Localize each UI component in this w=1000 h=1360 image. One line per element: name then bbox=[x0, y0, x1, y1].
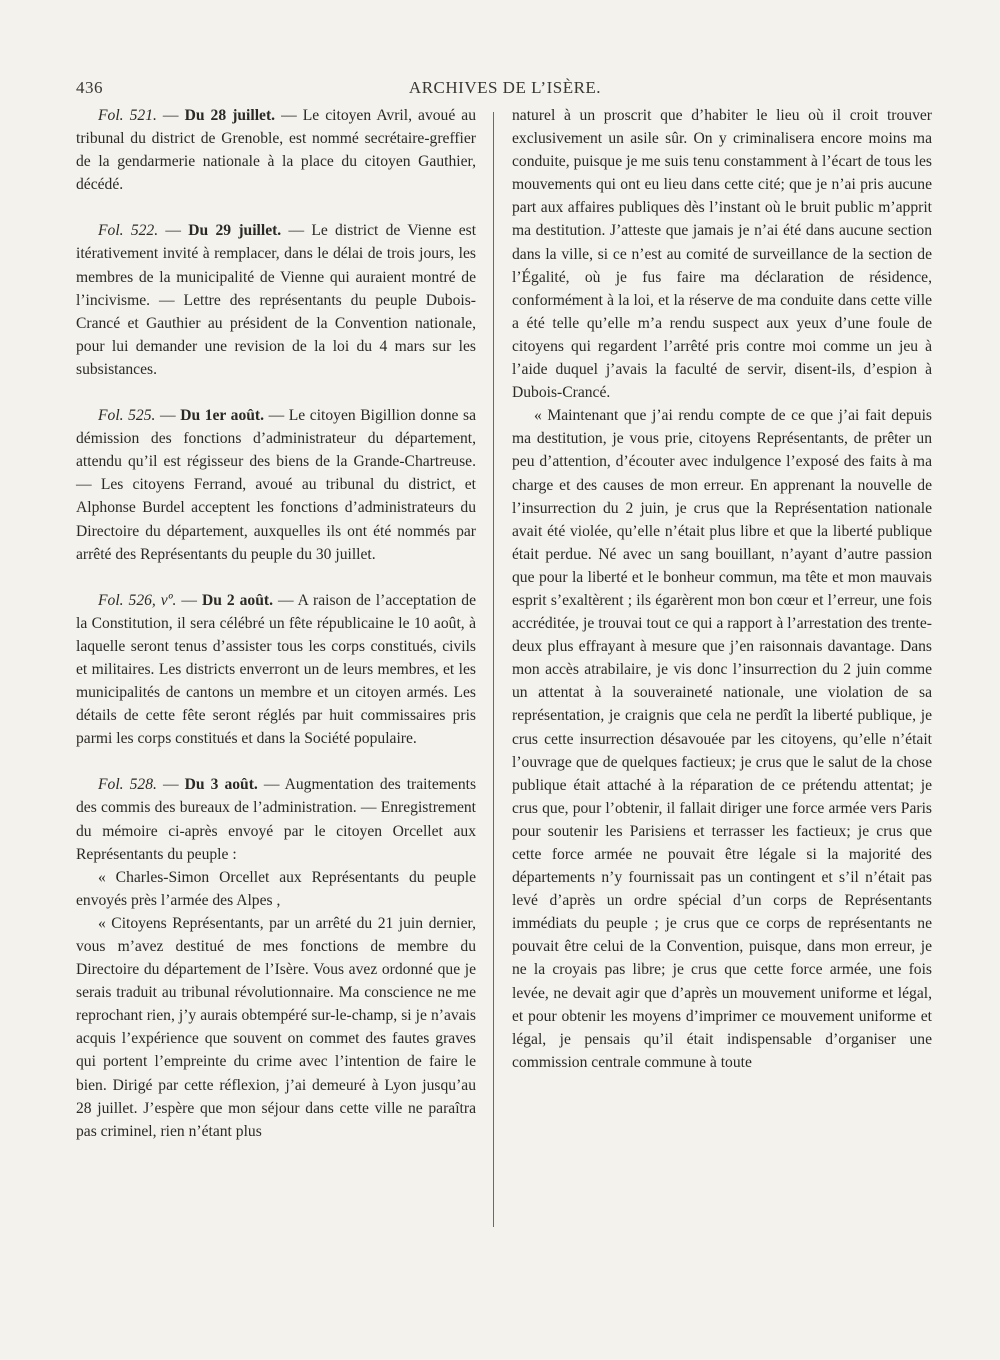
page-header bbox=[76, 78, 934, 104]
entry-text: — Augmentation des traitements des commis des bureaux de l’administration. — Enregistrement du mémoire ci-après envoyé par le citoyen Orcellet aux Représentants du peuple : bbox=[76, 776, 477, 863]
entry-text: — A raison de l’acceptation de la Constitution, il sera célébré un fête républicaine le 10 août, à laquelle seront tenus d’assister tous les corps constitués, civils et militaires. Les districts enverront un de leurs membres, et les municipalités de cantons un membre et un citoyen armés. Les détails de cette fête seront réglés par huit commissaires pris parmi les corps constitués et dans la Société populaire. bbox=[76, 591, 477, 748]
entry-date: Du 2 août. bbox=[201, 591, 273, 609]
column-divider bbox=[493, 112, 494, 1227]
separator: — bbox=[155, 407, 181, 425]
separator: — bbox=[158, 222, 189, 240]
left-column bbox=[76, 104, 476, 1143]
entry-date: Du 28 juillet. bbox=[184, 107, 276, 124]
folio-ref: Fol. 526, vº. bbox=[98, 591, 177, 609]
folio-ref: Fol. 521. bbox=[98, 107, 157, 124]
entry-date: Du 3 août. bbox=[184, 776, 258, 794]
separator: — bbox=[156, 776, 185, 794]
entry-text: — Le citoyen Avril, avoué au tribunal du district de Grenoble, est nommé secrétaire-greffier de la gendarmerie nationale à la place du citoyen Gauthier, décédé. bbox=[76, 107, 477, 194]
separator: — bbox=[176, 591, 202, 609]
running-title: ARCHIVES DE L’ISÈRE. bbox=[408, 78, 602, 97]
entry-fol-522 bbox=[76, 219, 476, 381]
memoir-address: « Charles-Simon Orcellet aux Représentants du peuple envoyés près l’armée des Alpes , bbox=[76, 868, 476, 909]
right-column bbox=[512, 104, 932, 1074]
memoir-paragraph: « Maintenant que j’ai rendu compte de ce que j’ai fait depuis ma destitution, je vous prie, citoyens Représentants, de prêter un peu d’attention, d’écouter avec indulgence l’exposé des faits à ma charge et des causes de mon erreur. En apprenant la nouvelle de l’insurrection du 2 juin, je crus que la Représentation nationale avait été violée, qu’elle n’était plus libre et que la liberté publique était perdue. Né avec un sang bouillant, n’ayant d’autre passion que pour la liberté et le bonheur commun, ma tête et mon mauvais esprit s’exaltèrent ; ils égarèrent mon bon cœur et l’erreur, une fois accréditée, je trouvai tout ce qui a rapport à l’arrestation des trente-deux plus effrayant à mesure que j’en raisonnais davantage. Dans mon accès atrabilaire, je vis donc l’insurrection du 2 juin comme un attentat à la souveraineté nationale, une violation de sa représentation, je craignis que cela ne perdît la liberté publique, je crus cette insurrection désavouée par les citoyens, qu’elle n’était l’ouvrage que de quelques factieux; je crus que le salut de la chose publique était attaché à la réparation de ce prétendu attentat; je crus que, pour l’obtenir, il fallait diriger une force armée vers Paris pour soutenir les Parisiens et terrasser les factieux; je crus que cette force armée ne pouvait être légale si la majorité des départements n’y fournissait pas un contingent et s’il n’était pas levé d’après un ordre spécial d’un corps de Représentants immédiats du peuple ; je crus que ce corps de représentants ne pouvait être celui de la Convention, puisque, dans mon erreur, je ne la croyais pas libre; je crus que cette force armée, une fois levée, ne devait agir que d’après un mouvement uniforme et légal, et pour obtenir les moyens d’imprimer ce mouvement uniforme et légal, je pensais qu’il était indispensable d’organiser une commission centrale commune à toute bbox=[512, 407, 932, 1071]
folio-ref: Fol. 522. bbox=[98, 222, 159, 240]
folio-ref: Fol. 525. bbox=[98, 407, 156, 425]
entry-date: Du 1er août. bbox=[180, 407, 265, 425]
entry-text: — Le citoyen Bigillion donne sa démission des fonctions d’administrateur du département, attendu qu’il est régisseur des biens de la Grande-Chartreuse. — Les citoyens Ferrand, avoué au tribunal du district, et Alphonse Burdel acceptent les fonctions d’administrateurs du Directoire du département, auxquelles ils ont été nommés par arrêté des Représentants du peuple du 30 juillet. bbox=[76, 407, 476, 563]
entry-text: — Le district de Vienne est itérativement invité à remplacer, dans le délai de trois jours, les membres de la municipalité de Vienne qui auraient montré de l’incivisme. — Lettre des représentants du peuple Dubois-Crancé et Gauthier au président de la Convention nationale, pour lui demander une revision de la loi du 4 mars sur les subsistances. bbox=[76, 222, 477, 378]
folio-ref: Fol. 528. bbox=[98, 776, 157, 794]
page-number: 436 bbox=[76, 78, 103, 97]
entry-fol-526 bbox=[76, 589, 476, 751]
entry-fol-525 bbox=[76, 404, 476, 566]
entry-fol-521 bbox=[76, 104, 476, 196]
entry-fol-528 bbox=[76, 773, 476, 865]
memoir-continuation: naturel à un proscrit que d’habiter le lieu où il croit trouver exclusivement un asile sûr. On y criminalisera encore moins ma conduite, puisque je me suis tenu constamment à l’écart de tous les mouvements qui ont eu lieu dans cette cité; que je n’ai pris aucune part aux affaires publiques dès l’instant où le bruit public m’apprit ma destitution. J’atteste que jamais je n’ai été dans aucune section dans la ville, si ce n’est au comité de surveillance de la section de l’Égalité, où je fus faire ma déclaration de résidence, conformément à la loi, et la réserve de ma conduite dans cette ville a été telle qu’elle m’a rendu suspect aux yeux d’une foule de citoyens qui regardent l’arrêté pris contre moi comme un jeu à l’aide duquel j’avais la faculté de servir, disent-ils, d’espion à Dubois-Crancé. bbox=[512, 107, 932, 402]
memoir-body-start: « Citoyens Représentants, par un arrêté du 21 juin dernier, vous m’avez destitué de mes fonctions de membre du Directoire du département de l’Isère. Vous avez ordonné que je serais traduit au tribunal révolutionnaire. Ma conscience ne me reprochant rien, j’y aurais obtempéré sur-le-champ, si je n’avais acquis l’expérience que souvent on commet des fautes graves qui portent l’empreinte du crime avec l’intention de faire le bien. Dirigé par cette réflexion, j’ai demeuré à Lyon jusqu’au 28 juillet. J’espère que mon séjour dans cette ville ne paraîtra pas criminel, rien n’étant plus bbox=[76, 914, 476, 1140]
entry-date: Du 29 juillet. bbox=[188, 222, 282, 240]
separator: — bbox=[156, 107, 185, 124]
